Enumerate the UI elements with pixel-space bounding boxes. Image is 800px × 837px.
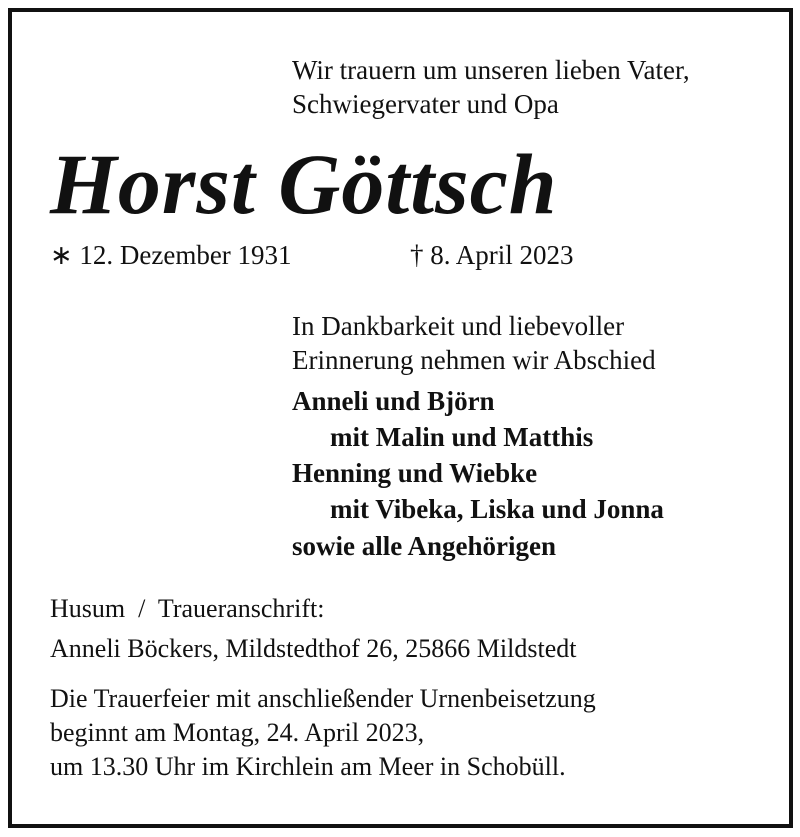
gratitude-line-2: Erinnerung nehmen wir Abschied <box>292 345 656 375</box>
death-date: † 8. April 2023 <box>410 240 574 270</box>
birth-date: ∗ 12. Dezember 1931 <box>50 240 292 270</box>
deceased-name: Horst Göttsch <box>50 136 558 232</box>
family-line: Henning und Wiebke <box>292 458 538 488</box>
obituary-frame <box>8 8 793 828</box>
ceremony-line-2: beginnt am Montag, 24. April 2023, <box>50 718 425 747</box>
intro-line-1: Wir trauern um unseren lieben Vater, <box>292 55 690 85</box>
family-line: mit Malin und Matthis <box>330 422 594 452</box>
ceremony-line-3: um 13.30 Uhr im Kirchlein am Meer in Schobüll. <box>50 752 566 781</box>
ceremony-line-1: Die Trauerfeier mit anschließender Urnenbeisetzung <box>50 684 596 713</box>
gratitude-line-1: In Dankbarkeit und liebevoller <box>292 311 625 341</box>
family-line: sowie alle Angehörigen <box>292 531 556 561</box>
address-line-1: Husum / Traueranschrift: <box>50 594 325 623</box>
family-line: Anneli und Björn <box>292 386 495 416</box>
intro-line-2: Schwiegervater und Opa <box>292 89 559 119</box>
family-line: mit Vibeka, Liska und Jonna <box>330 494 664 524</box>
address-line-2: Anneli Böckers, Mildstedthof 26, 25866 Mildstedt <box>50 634 577 663</box>
